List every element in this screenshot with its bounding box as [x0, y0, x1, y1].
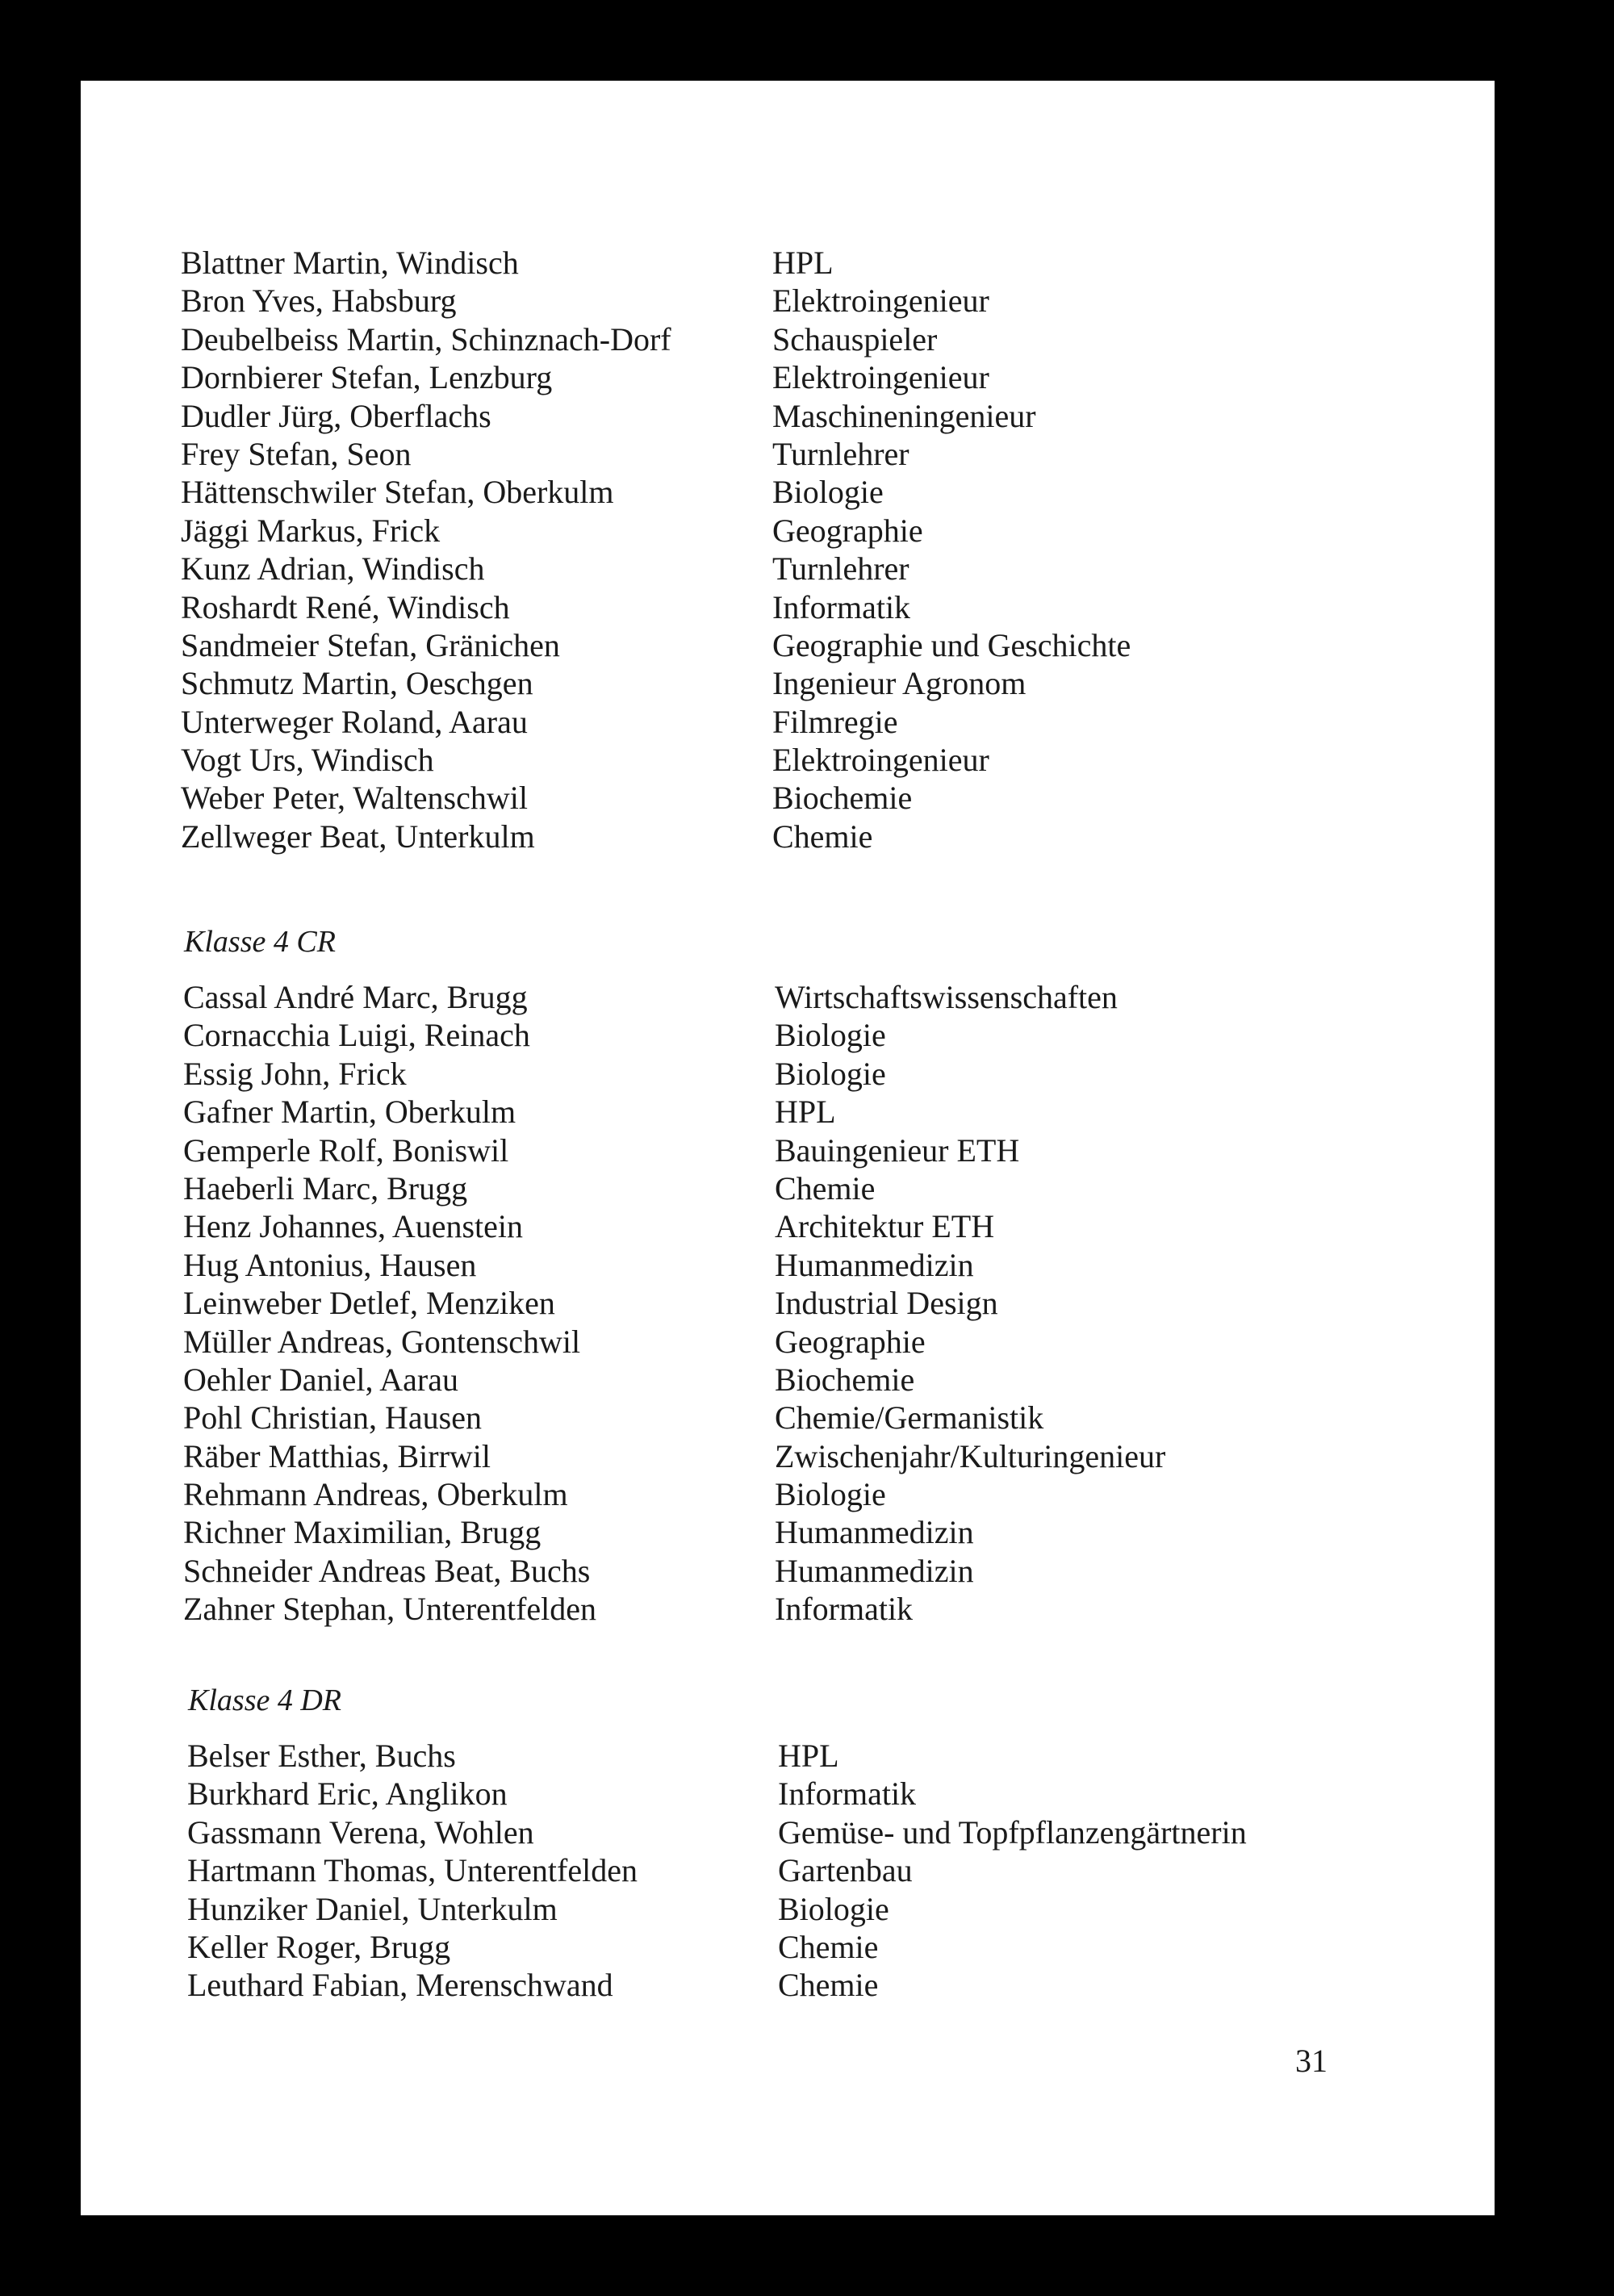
- student-name: Keller Roger, Brugg: [187, 1928, 451, 1965]
- student-name: Schneider Andreas Beat, Buchs: [183, 1552, 591, 1589]
- study-field: Biologie: [778, 1890, 889, 1927]
- student-name: Richner Maximilian, Brugg: [183, 1514, 541, 1551]
- student-name: Hunziker Daniel, Unterkulm: [187, 1890, 558, 1927]
- student-name: Hartmann Thomas, Unterentfelden: [187, 1852, 638, 1889]
- student-name: Weber Peter, Waltenschwil: [181, 780, 528, 817]
- student-name: Cassal André Marc, Brugg: [183, 979, 528, 1015]
- study-field: Chemie: [772, 818, 873, 855]
- student-name: Jäggi Markus, Frick: [181, 512, 441, 549]
- study-field: Informatik: [775, 1591, 914, 1628]
- student-name: Sandmeier Stefan, Gränichen: [181, 626, 560, 663]
- study-field: Elektroingenieur: [772, 282, 989, 320]
- student-name: Zahner Stephan, Unterentfelden: [183, 1591, 597, 1628]
- study-field: Informatik: [778, 1775, 917, 1813]
- study-field: Turnlehrer: [772, 435, 909, 472]
- student-name: Schmutz Martin, Oeschgen: [181, 665, 533, 702]
- student-name: Oehler Daniel, Aarau: [183, 1361, 458, 1398]
- student-name: Henz Johannes, Auenstein: [183, 1208, 524, 1245]
- study-field: Architektur ETH: [775, 1208, 995, 1245]
- student-name: Kunz Adrian, Windisch: [181, 550, 485, 588]
- study-field: Geographie und Geschichte: [772, 626, 1131, 663]
- study-field: Maschineningenieur: [772, 397, 1036, 434]
- study-field: Biologie: [775, 1017, 886, 1054]
- study-field: Industrial Design: [775, 1285, 998, 1322]
- study-field: Humanmedizin: [775, 1514, 974, 1551]
- study-field: Gemüse- und Topfpflanzengärtnerin: [778, 1813, 1247, 1851]
- student-name: Rehmann Andreas, Oberkulm: [183, 1476, 568, 1513]
- student-name: Zellweger Beat, Unterkulm: [181, 818, 535, 855]
- page-number: 31: [1295, 2043, 1328, 2079]
- document-page: [81, 81, 1495, 2215]
- study-field: Biochemie: [775, 1361, 915, 1398]
- study-field: Turnlehrer: [772, 550, 909, 588]
- study-field: HPL: [772, 245, 834, 281]
- student-name: Unterweger Roland, Aarau: [181, 703, 528, 740]
- study-field: Biologie: [775, 1055, 886, 1092]
- student-name: Leinweber Detlef, Menziken: [183, 1285, 555, 1322]
- student-name: Müller Andreas, Gontenschwil: [183, 1323, 581, 1360]
- student-name: Blattner Martin, Windisch: [181, 245, 519, 281]
- student-name: Leuthard Fabian, Merenschwand: [187, 1967, 613, 2004]
- student-name: Räber Matthias, Birrwil: [183, 1437, 491, 1474]
- student-name: Cornacchia Luigi, Reinach: [183, 1017, 530, 1054]
- class-heading-4dr: Klasse 4 DR: [188, 1683, 341, 1717]
- study-field: Chemie: [778, 1928, 879, 1965]
- study-field: Biochemie: [772, 780, 913, 817]
- study-field: Filmregie: [772, 703, 898, 740]
- study-field: Chemie: [775, 1169, 876, 1207]
- study-field: Schauspieler: [772, 320, 938, 358]
- study-field: Humanmedizin: [775, 1246, 974, 1283]
- study-field: Biologie: [775, 1476, 886, 1513]
- student-name: Gassmann Verena, Wohlen: [187, 1813, 534, 1851]
- study-field: Chemie/Germanistik: [775, 1399, 1044, 1437]
- study-field: Wirtschaftswissenschaften: [775, 979, 1118, 1015]
- student-name: Pohl Christian, Hausen: [183, 1399, 482, 1437]
- study-field: Chemie: [778, 1967, 879, 2004]
- study-field: Humanmedizin: [775, 1552, 974, 1589]
- class-heading-4cr: Klasse 4 CR: [184, 925, 336, 959]
- student-name: Essig John, Frick: [183, 1055, 407, 1092]
- student-name: Roshardt René, Windisch: [181, 588, 510, 625]
- student-name: Belser Esther, Buchs: [187, 1738, 456, 1774]
- student-name: Haeberli Marc, Brugg: [183, 1169, 468, 1207]
- student-name: Burkhard Eric, Anglikon: [187, 1775, 508, 1813]
- study-field: Ingenieur Agronom: [772, 665, 1027, 702]
- study-field: Bauingenieur ETH: [775, 1131, 1020, 1169]
- student-name: Gemperle Rolf, Boniswil: [183, 1131, 509, 1169]
- study-field: Informatik: [772, 588, 911, 625]
- student-name: Dudler Jürg, Oberflachs: [181, 397, 491, 434]
- study-field: HPL: [775, 1094, 836, 1131]
- study-field: HPL: [778, 1738, 839, 1774]
- student-name: Hug Antonius, Hausen: [183, 1246, 477, 1283]
- study-field: Gartenbau: [778, 1852, 913, 1889]
- student-name: Frey Stefan, Seon: [181, 435, 412, 472]
- student-name: Deubelbeiss Martin, Schinznach-Dorf: [181, 320, 671, 358]
- student-name: Vogt Urs, Windisch: [181, 742, 434, 779]
- study-field: Elektroingenieur: [772, 742, 989, 779]
- study-field: Geographie: [775, 1323, 926, 1360]
- study-field: Zwischenjahr/Kulturingenieur: [775, 1437, 1166, 1474]
- student-name: Bron Yves, Habsburg: [181, 282, 457, 320]
- study-field: Geographie: [772, 512, 923, 549]
- study-field: Biologie: [772, 474, 884, 511]
- study-field: Elektroingenieur: [772, 359, 989, 396]
- student-name: Dornbierer Stefan, Lenzburg: [181, 359, 553, 396]
- student-name: Gafner Martin, Oberkulm: [183, 1094, 516, 1131]
- student-name: Hättenschwiler Stefan, Oberkulm: [181, 474, 614, 511]
